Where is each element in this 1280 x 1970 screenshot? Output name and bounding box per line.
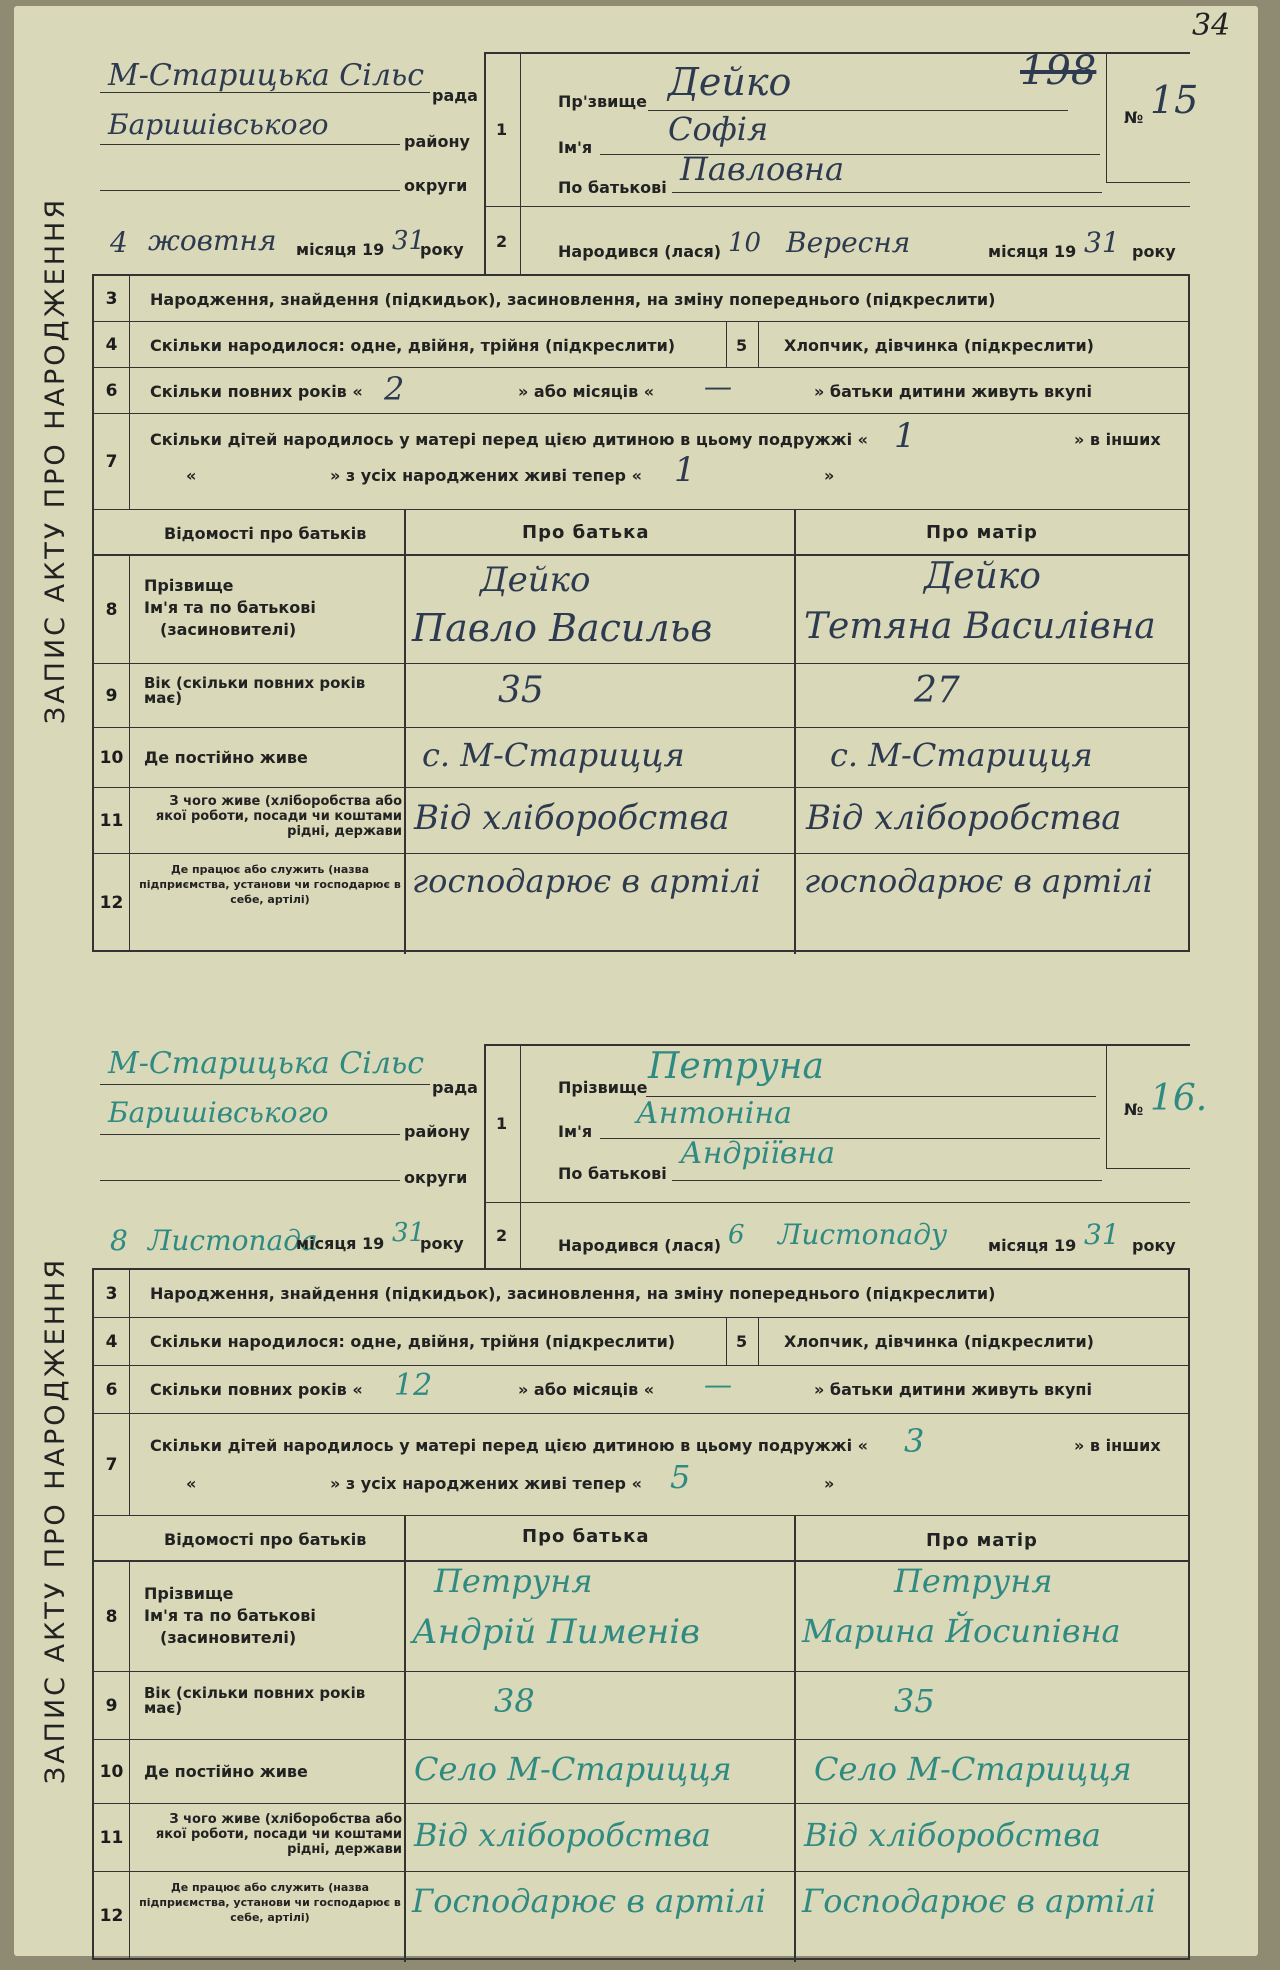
- reg-month-label: місяця 19: [296, 240, 385, 259]
- row-3: 3 Народження, знайдення (підкидьок), засиновлення, на зміну попереднього (підкреслити): [94, 1270, 1188, 1318]
- child-name: Софія: [668, 110, 769, 148]
- okrug-suffix: округи: [404, 1168, 468, 1187]
- birth-record-1: [0, 0, 1280, 960]
- born-month-label: місяця 19: [988, 1236, 1077, 1255]
- district-suffix: району: [404, 132, 470, 151]
- surname-label: Пр'звище: [558, 92, 647, 111]
- side-title: ЗАПИС АКТУ ПРО НАРОДЖЕННЯ: [40, 1256, 72, 1784]
- district-name: Баришівського: [108, 108, 329, 141]
- row-10: 10 Де постійно живе с. М-Старицця с. М-Старицця: [94, 728, 1188, 788]
- child-name: Антоніна: [636, 1096, 792, 1131]
- side-title: ЗАПИС АКТУ ПРО НАРОДЖЕННЯ: [40, 196, 72, 724]
- row-num-1: 1: [496, 1114, 508, 1133]
- record-table: [92, 274, 1190, 952]
- record-table: [92, 1268, 1190, 1960]
- record-no-crossed: 198: [1020, 48, 1097, 94]
- patronymic-label: По батькові: [558, 1164, 667, 1183]
- council-name: М-Старицька Сільс: [108, 58, 425, 93]
- row-6: 6 Скільки повних років « 2 » або місяців « — » батьки дитини живуть вкупі: [94, 368, 1188, 414]
- row-6: 6 Скільки повних років « 12 » або місяців « — » батьки дитини живуть вкупі: [94, 1366, 1188, 1414]
- row-9: 9 Вік (скільки повних років має) 35 27: [94, 664, 1188, 728]
- surname-label: Прізвище: [558, 1078, 648, 1097]
- row-7: 7 Скільки дітей народилось у матері перед цією дитиною в цьому подружжі « 3 » в інших « » з усіх народжених живі тепер « 5 »: [94, 1414, 1188, 1516]
- row-8: 8 Прізвище Ім'я та по батькові (засиновителі) Дейко Павло Васильв Дейко Тетяна Василівна: [94, 556, 1188, 664]
- reg-month: жовтня: [148, 224, 277, 257]
- born-month: Вересня: [786, 226, 911, 259]
- row-4: 4 Скільки народилося: одне, двійня, трійня (підкреслити) 5 Хлопчик, дівчинка (підкреслити): [94, 322, 1188, 368]
- row-8: 8 Прізвище Ім'я та по батькові (засиновителі) Петруня Андрій Пименів Петруня Марина Йосипівна: [94, 1562, 1188, 1672]
- born-year-suffix: року: [1132, 242, 1176, 261]
- district-suffix: району: [404, 1122, 470, 1141]
- born-label: Народився (лася): [558, 1236, 722, 1255]
- row-4: 4 Скільки народилося: одне, двійня, трійня (підкреслити) 5 Хлопчик, дівчинка (підкреслити): [94, 1318, 1188, 1366]
- reg-year: 31: [392, 226, 426, 256]
- district-name: Баришівського: [108, 1096, 329, 1129]
- born-month-label: місяця 19: [988, 242, 1077, 261]
- council-name: М-Старицька Сільс: [108, 1046, 425, 1081]
- reg-month: Листопада: [148, 1224, 318, 1257]
- row-12: 12 Де працює або служить (назва підприємства, установи чи господарює в себе, артілі) господарює в артілі господарює в артілі: [94, 854, 1188, 952]
- council-suffix: рада: [432, 1078, 478, 1097]
- born-day: 10: [728, 228, 762, 258]
- reg-year-suffix: року: [420, 1234, 464, 1253]
- born-year: 31: [1084, 226, 1120, 259]
- row-9: 9 Вік (скільки повних років має) 38 35: [94, 1672, 1188, 1740]
- child-patronymic: Андріївна: [680, 1136, 835, 1171]
- name-label: Ім'я: [558, 138, 593, 157]
- reg-day: 4: [110, 226, 128, 259]
- child-surname: Петруна: [648, 1046, 824, 1087]
- record-no-label: №: [1124, 1100, 1144, 1119]
- row-11: 11 З чого живе (хліборобства або якої роботи, посади чи коштами рідні, держави Від хліборобства Від хліборобства: [94, 1804, 1188, 1872]
- born-day: 6: [728, 1220, 745, 1250]
- born-month: Листопаду: [778, 1218, 948, 1251]
- row-num-2: 2: [496, 232, 508, 251]
- row-7: 7 Скільки дітей народилось у матері перед цією дитиною в цьому подружжі « 1 » в інших « » з усіх народжених живі тепер « 1 »: [94, 414, 1188, 510]
- born-label: Народився (лася): [558, 242, 722, 261]
- birth-record-2: [0, 1030, 1280, 1970]
- reg-year-suffix: року: [420, 240, 464, 259]
- child-patronymic: Павловна: [680, 150, 845, 188]
- row-10: 10 Де постійно живе Село М-Старицця Село М-Старицця: [94, 1740, 1188, 1804]
- child-surname: Дейко: [668, 60, 792, 104]
- parents-header: Відомості про батьків Про батька Про матір: [94, 510, 1188, 556]
- row-3: 3 Народження, знайдення (підкидьок), засиновлення, на зміну попереднього (підкреслити): [94, 276, 1188, 322]
- okrug-suffix: округи: [404, 176, 468, 195]
- born-year-suffix: року: [1132, 1236, 1176, 1255]
- born-year: 31: [1084, 1218, 1120, 1251]
- row-num-1: 1: [496, 120, 508, 139]
- row-12: 12 Де працює або служить (назва підприємства, установи чи господарює в себе, артілі) Господарює в артілі Господарює в артілі: [94, 1872, 1188, 1960]
- row-11: 11 З чого живе (хліборобства або якої роботи, посади чи коштами рідні, держави Від хліборобства Від хліборобства: [94, 788, 1188, 854]
- record-no-label: №: [1124, 108, 1144, 127]
- patronymic-label: По батькові: [558, 178, 667, 197]
- name-label: Ім'я: [558, 1122, 593, 1141]
- record-no: 16.: [1150, 1078, 1208, 1119]
- record-no: 15: [1150, 78, 1199, 122]
- reg-month-label: місяця 19: [296, 1234, 385, 1253]
- row-num-2: 2: [496, 1226, 508, 1245]
- page-number: 34: [1192, 8, 1231, 43]
- reg-year: 31: [392, 1218, 426, 1248]
- council-suffix: рада: [432, 86, 478, 105]
- reg-day: 8: [110, 1224, 128, 1257]
- parents-header: Відомості про батьків Про батька Про матір: [94, 1516, 1188, 1562]
